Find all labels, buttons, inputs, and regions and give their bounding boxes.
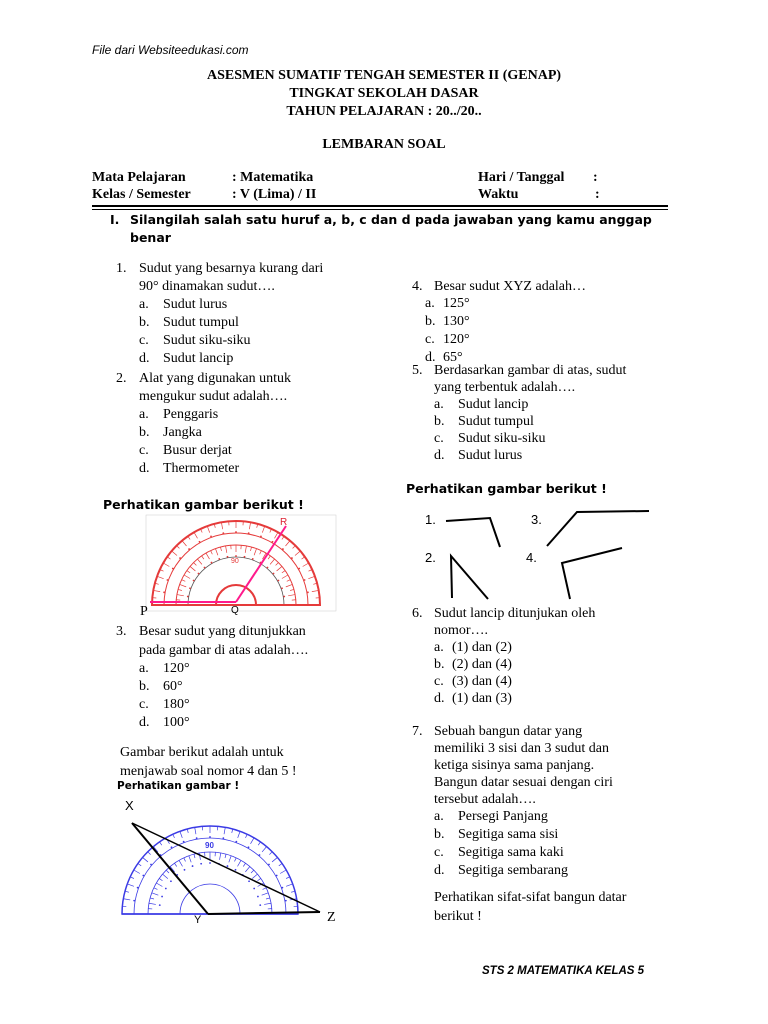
protractor-scale-dot <box>198 573 200 575</box>
protractor-scale-dot <box>167 579 169 581</box>
protractor-figure-2 <box>110 796 350 928</box>
option[interactable] <box>139 442 239 460</box>
option[interactable] <box>434 396 546 413</box>
option-letter: a. <box>139 661 149 676</box>
option-letter: d. <box>434 691 445 706</box>
option-text: Sudut lurus <box>163 297 228 312</box>
protractor-scale-dot <box>257 896 259 898</box>
option-text: Sudut lancip <box>458 397 529 412</box>
option-letter: a. <box>434 397 444 412</box>
protractor-scale-dot <box>252 558 254 560</box>
option[interactable] <box>139 678 190 696</box>
option[interactable] <box>139 350 251 368</box>
option-letter: a. <box>434 809 444 824</box>
angle-label-4: 4. <box>526 550 537 565</box>
q2-text-line2: mengukur sudut adalah…. <box>139 389 288 404</box>
option-letter: d. <box>139 715 150 730</box>
intro-q4-5-line1: Gambar berikut adalah untuk <box>120 745 284 760</box>
option[interactable] <box>434 447 546 464</box>
option-letter: c. <box>139 697 149 712</box>
option-letter: a. <box>425 296 435 311</box>
option-letter: c. <box>434 674 444 689</box>
option[interactable] <box>434 690 512 707</box>
option-letter: d. <box>434 448 445 463</box>
day-value: : <box>593 170 598 185</box>
protractor-scale-dot <box>222 837 224 839</box>
option[interactable] <box>139 296 251 314</box>
option[interactable] <box>139 660 190 678</box>
protractor-scale-dot <box>282 548 284 550</box>
q5-number: 5. <box>412 363 423 378</box>
option-letter: d. <box>434 863 445 878</box>
label-p: P <box>140 604 148 619</box>
intro-q4-5-line2: menjawab soal nomor 4 dan 5 ! <box>120 764 297 779</box>
q1-options <box>139 296 251 368</box>
option-letter: a. <box>434 640 444 655</box>
section-instruction-line2: benar <box>130 230 171 245</box>
protractor-scale-dot <box>171 846 173 848</box>
option-letter: d. <box>139 351 150 366</box>
protractor-scale-dot <box>298 568 300 570</box>
option-text: Sudut siku-siku <box>163 333 251 348</box>
school-level: TINGKAT SEKOLAH DASAR <box>289 86 479 101</box>
option-text: 120° <box>443 332 470 347</box>
class-label: Kelas / Semester <box>92 187 191 202</box>
subject-label: Mata Pelajaran <box>92 170 186 185</box>
q5-text-line2: yang terbentuk adalah…. <box>434 380 576 395</box>
protractor-scale-dot <box>222 532 224 534</box>
q3-text-line1: Besar sudut yang ditunjukkan <box>139 624 306 639</box>
sheet-title: LEMBARAN SOAL <box>322 137 446 152</box>
observe-properties-line2: berikut ! <box>434 909 482 924</box>
angle-3 <box>547 511 649 546</box>
protractor-scale-dot <box>163 591 165 593</box>
q2-options <box>139 406 239 478</box>
academic-year: TAHUN PELAJARAN : 20../20.. <box>286 104 482 119</box>
q3-text-line2: pada gambar di atas adalah…. <box>139 643 309 658</box>
option-text: Sudut tumpul <box>163 315 239 330</box>
q1-number: 1. <box>116 261 127 276</box>
option-letter: c. <box>139 443 149 458</box>
angle-label-3: 3. <box>531 512 542 527</box>
section-instruction-line1: Silangilah salah satu huruf a, b, c dan d pada jawaban yang kamu anggap <box>130 212 652 227</box>
q5-options <box>434 396 546 464</box>
q7-text-line2: memiliki 3 sisi dan 3 sudut dan <box>434 741 609 756</box>
option-letter: c. <box>425 332 435 347</box>
protractor-scale-dot <box>199 541 201 543</box>
label-z: Z <box>327 910 336 925</box>
protractor-scale-dot <box>283 596 285 598</box>
option-letter: d. <box>139 461 150 476</box>
protractor-scale-dot <box>307 591 309 593</box>
protractor-scale-dot <box>159 904 161 906</box>
protractor-scale-dot <box>281 887 283 889</box>
q6-options <box>434 639 512 707</box>
angle-4 <box>562 548 622 599</box>
protractor-figure-1 <box>132 513 342 615</box>
header-divider <box>92 205 668 207</box>
q7-text-line5: tersebut adalah…. <box>434 792 536 807</box>
option-text: (2) dan (4) <box>452 657 512 672</box>
q4-options <box>425 295 470 367</box>
angle-1 <box>446 518 500 547</box>
option-letter: b. <box>434 414 445 429</box>
protractor-scale-dot <box>268 864 270 866</box>
option-text: (1) dan (2) <box>452 640 512 655</box>
option[interactable] <box>434 430 546 447</box>
protractor-scale-dot <box>187 596 189 598</box>
option[interactable] <box>139 406 239 424</box>
option[interactable] <box>434 639 512 656</box>
protractor-scale-dot <box>204 567 206 569</box>
q3-number: 3. <box>116 624 127 639</box>
q7-text-line3: ketiga sisinya sama panjang. <box>434 758 595 773</box>
option-letter: a. <box>139 407 149 422</box>
exam-title: ASESMEN SUMATIF TENGAH SEMESTER II (GENAP) <box>206 68 562 83</box>
protractor-scale-dot <box>273 573 275 575</box>
protractor-scale-dot <box>209 836 211 838</box>
q6-text-line2: nomor…. <box>434 623 489 638</box>
observe-properties-line1: Perhatikan sifat-sifat bangun datar <box>434 890 627 905</box>
option-text: 65° <box>443 350 463 365</box>
option-letter: d. <box>425 350 436 365</box>
option-letter: c. <box>139 333 149 348</box>
option-text: Sudut tumpul <box>458 414 534 429</box>
option[interactable] <box>139 696 190 714</box>
protractor-scale-dot <box>188 548 190 550</box>
protractor-scale-dot <box>179 557 181 559</box>
protractor-scale-dot <box>253 888 255 890</box>
label-y: Y <box>194 914 202 926</box>
option[interactable] <box>434 844 568 862</box>
option-letter: a. <box>139 297 149 312</box>
option-text: 130° <box>443 314 470 329</box>
option-text: Segitiga sama sisi <box>458 827 559 842</box>
option-text: Sudut lancip <box>163 351 234 366</box>
q3-options <box>139 660 190 732</box>
protractor-scale-dot <box>235 869 237 871</box>
protractor-scale-dot <box>137 887 139 889</box>
protractor-scale-dot <box>227 865 229 867</box>
day-label: Hari / Tanggal <box>478 170 565 185</box>
protractor-90-mark: 90 <box>205 841 214 850</box>
angle-2 <box>451 556 488 599</box>
option-text: (3) dan (4) <box>452 674 512 689</box>
protractor-scale-dot <box>142 875 144 877</box>
q4-number: 4. <box>412 279 423 294</box>
option-text: 100° <box>163 715 190 730</box>
source-note: File dari Websiteedukasi.com <box>92 43 249 57</box>
class-value: : V (Lima) / II <box>232 187 317 202</box>
protractor-90-mark: 90 <box>231 558 239 565</box>
option-letter: b. <box>139 679 150 694</box>
option-text: Busur derjat <box>163 443 232 458</box>
label-q: Q <box>231 605 239 615</box>
protractor-scale-dot <box>209 862 211 864</box>
observe-small-heading: Perhatikan gambar ! <box>117 780 240 792</box>
option-letter: b. <box>425 314 436 329</box>
option-letter: b. <box>139 315 150 330</box>
option[interactable] <box>139 714 190 732</box>
option-text: Persegi Panjang <box>458 809 548 824</box>
protractor-scale-dot <box>244 556 246 558</box>
label-x: X <box>125 798 134 813</box>
option[interactable] <box>425 295 470 313</box>
observe-figure-heading: Perhatikan gambar berikut ! <box>103 497 304 512</box>
protractor-scale-dot <box>200 863 202 865</box>
option-text: 180° <box>163 697 190 712</box>
protractor-scale-dot <box>193 580 195 582</box>
q2-text-line1: Alat yang digunakan untuk <box>139 371 292 386</box>
protractor-scale-dot <box>218 558 220 560</box>
option[interactable] <box>139 314 251 332</box>
protractor-scale-dot <box>276 875 278 877</box>
option[interactable] <box>139 332 251 350</box>
protractor-scale-dot <box>248 532 250 534</box>
q7-number: 7. <box>412 724 423 739</box>
q1-text-line1: Sudut yang besarnya kurang dari <box>139 261 324 276</box>
option-letter: b. <box>434 657 445 672</box>
label-r: R <box>280 517 288 528</box>
protractor-scale-dot <box>267 567 269 569</box>
protractor-scale-dot <box>227 556 229 558</box>
q6-text-line1: Sudut lancip ditunjukan oleh <box>434 606 596 621</box>
protractor-scale-dot <box>192 865 194 867</box>
protractor-scale-dot <box>278 580 280 582</box>
protractor-scale-dot <box>161 896 163 898</box>
protractor-scale-dot <box>235 531 237 533</box>
q6-number: 6. <box>412 606 423 621</box>
option-letter: b. <box>139 425 150 440</box>
time-value: : <box>595 187 600 202</box>
option-text: Segitiga sembarang <box>458 863 569 878</box>
protractor-scale-dot <box>133 900 135 902</box>
q4-text-line1: Besar sudut XYZ adalah… <box>434 279 587 294</box>
protractor-scale-dot <box>281 587 283 589</box>
option[interactable] <box>434 673 512 690</box>
observe-figure-heading-2: Perhatikan gambar berikut ! <box>406 481 607 496</box>
protractor-scale-dot <box>196 837 198 839</box>
option[interactable] <box>425 331 470 349</box>
footer-label: STS 2 MATEMATIKA KELAS 5 <box>482 965 645 977</box>
protractor-scale-dot <box>304 579 306 581</box>
q7-options <box>434 808 568 880</box>
option-text: (1) dan (3) <box>452 691 512 706</box>
option-text: Penggaris <box>163 407 219 422</box>
protractor-scale-dot <box>165 888 167 890</box>
q5-text-line1: Berdasarkan gambar di atas, sudut <box>434 363 627 378</box>
subject-value: : Matematika <box>232 170 314 185</box>
section-number: I. <box>110 212 120 227</box>
protractor-scale-dot <box>291 557 293 559</box>
protractor-scale-dot <box>184 869 186 871</box>
angles-figure <box>420 505 660 605</box>
protractor-scale-dot <box>170 880 172 882</box>
protractor-scale-dot <box>285 900 287 902</box>
angle-label-2: 2. <box>425 550 436 565</box>
option[interactable] <box>425 313 470 331</box>
option[interactable] <box>434 413 546 430</box>
option-text: Thermometer <box>163 461 240 476</box>
option[interactable] <box>434 862 568 880</box>
option-letter: c. <box>434 431 444 446</box>
option-text: Jangka <box>163 425 202 440</box>
protractor-scale-dot <box>211 562 213 564</box>
option-text: Segitiga sama kaki <box>458 845 564 860</box>
protractor-scale-dot <box>272 541 274 543</box>
option-letter: c. <box>434 845 444 860</box>
time-label: Waktu <box>478 187 519 202</box>
q7-text-line4: Bangun datar sesuai dengan ciri <box>434 775 613 790</box>
protractor-scale-dot <box>235 555 237 557</box>
protractor-scale-dot <box>248 846 250 848</box>
option[interactable] <box>139 424 239 442</box>
option-letter: b. <box>434 827 445 842</box>
option-text: Sudut siku-siku <box>458 431 546 446</box>
option-text: 125° <box>443 296 470 311</box>
option-text: Sudut lurus <box>458 448 523 463</box>
protractor-scale-dot <box>248 880 250 882</box>
option[interactable] <box>434 656 512 673</box>
angle-label-1: 1. <box>425 512 436 527</box>
protractor-scale-dot <box>189 587 191 589</box>
protractor-scale-dot <box>235 841 237 843</box>
protractor-scale-dot <box>259 854 261 856</box>
protractor-scale-dot <box>183 841 185 843</box>
option[interactable] <box>139 460 239 478</box>
option[interactable] <box>434 826 568 844</box>
q1-text-line2: 90° dinamakan sudut…. <box>139 279 275 294</box>
q7-text-line1: Sebuah bangun datar yang <box>434 724 583 739</box>
q2-number: 2. <box>116 371 127 386</box>
protractor-scale-dot <box>172 568 174 570</box>
protractor-scale-dot <box>259 904 261 906</box>
protractor-scale-dot <box>210 536 212 538</box>
option-text: 120° <box>163 661 190 676</box>
protractor-scale-dot <box>150 864 152 866</box>
option-text: 60° <box>163 679 183 694</box>
protractor-outline <box>122 826 298 914</box>
option[interactable] <box>434 808 568 826</box>
protractor-scale-dot <box>260 536 262 538</box>
